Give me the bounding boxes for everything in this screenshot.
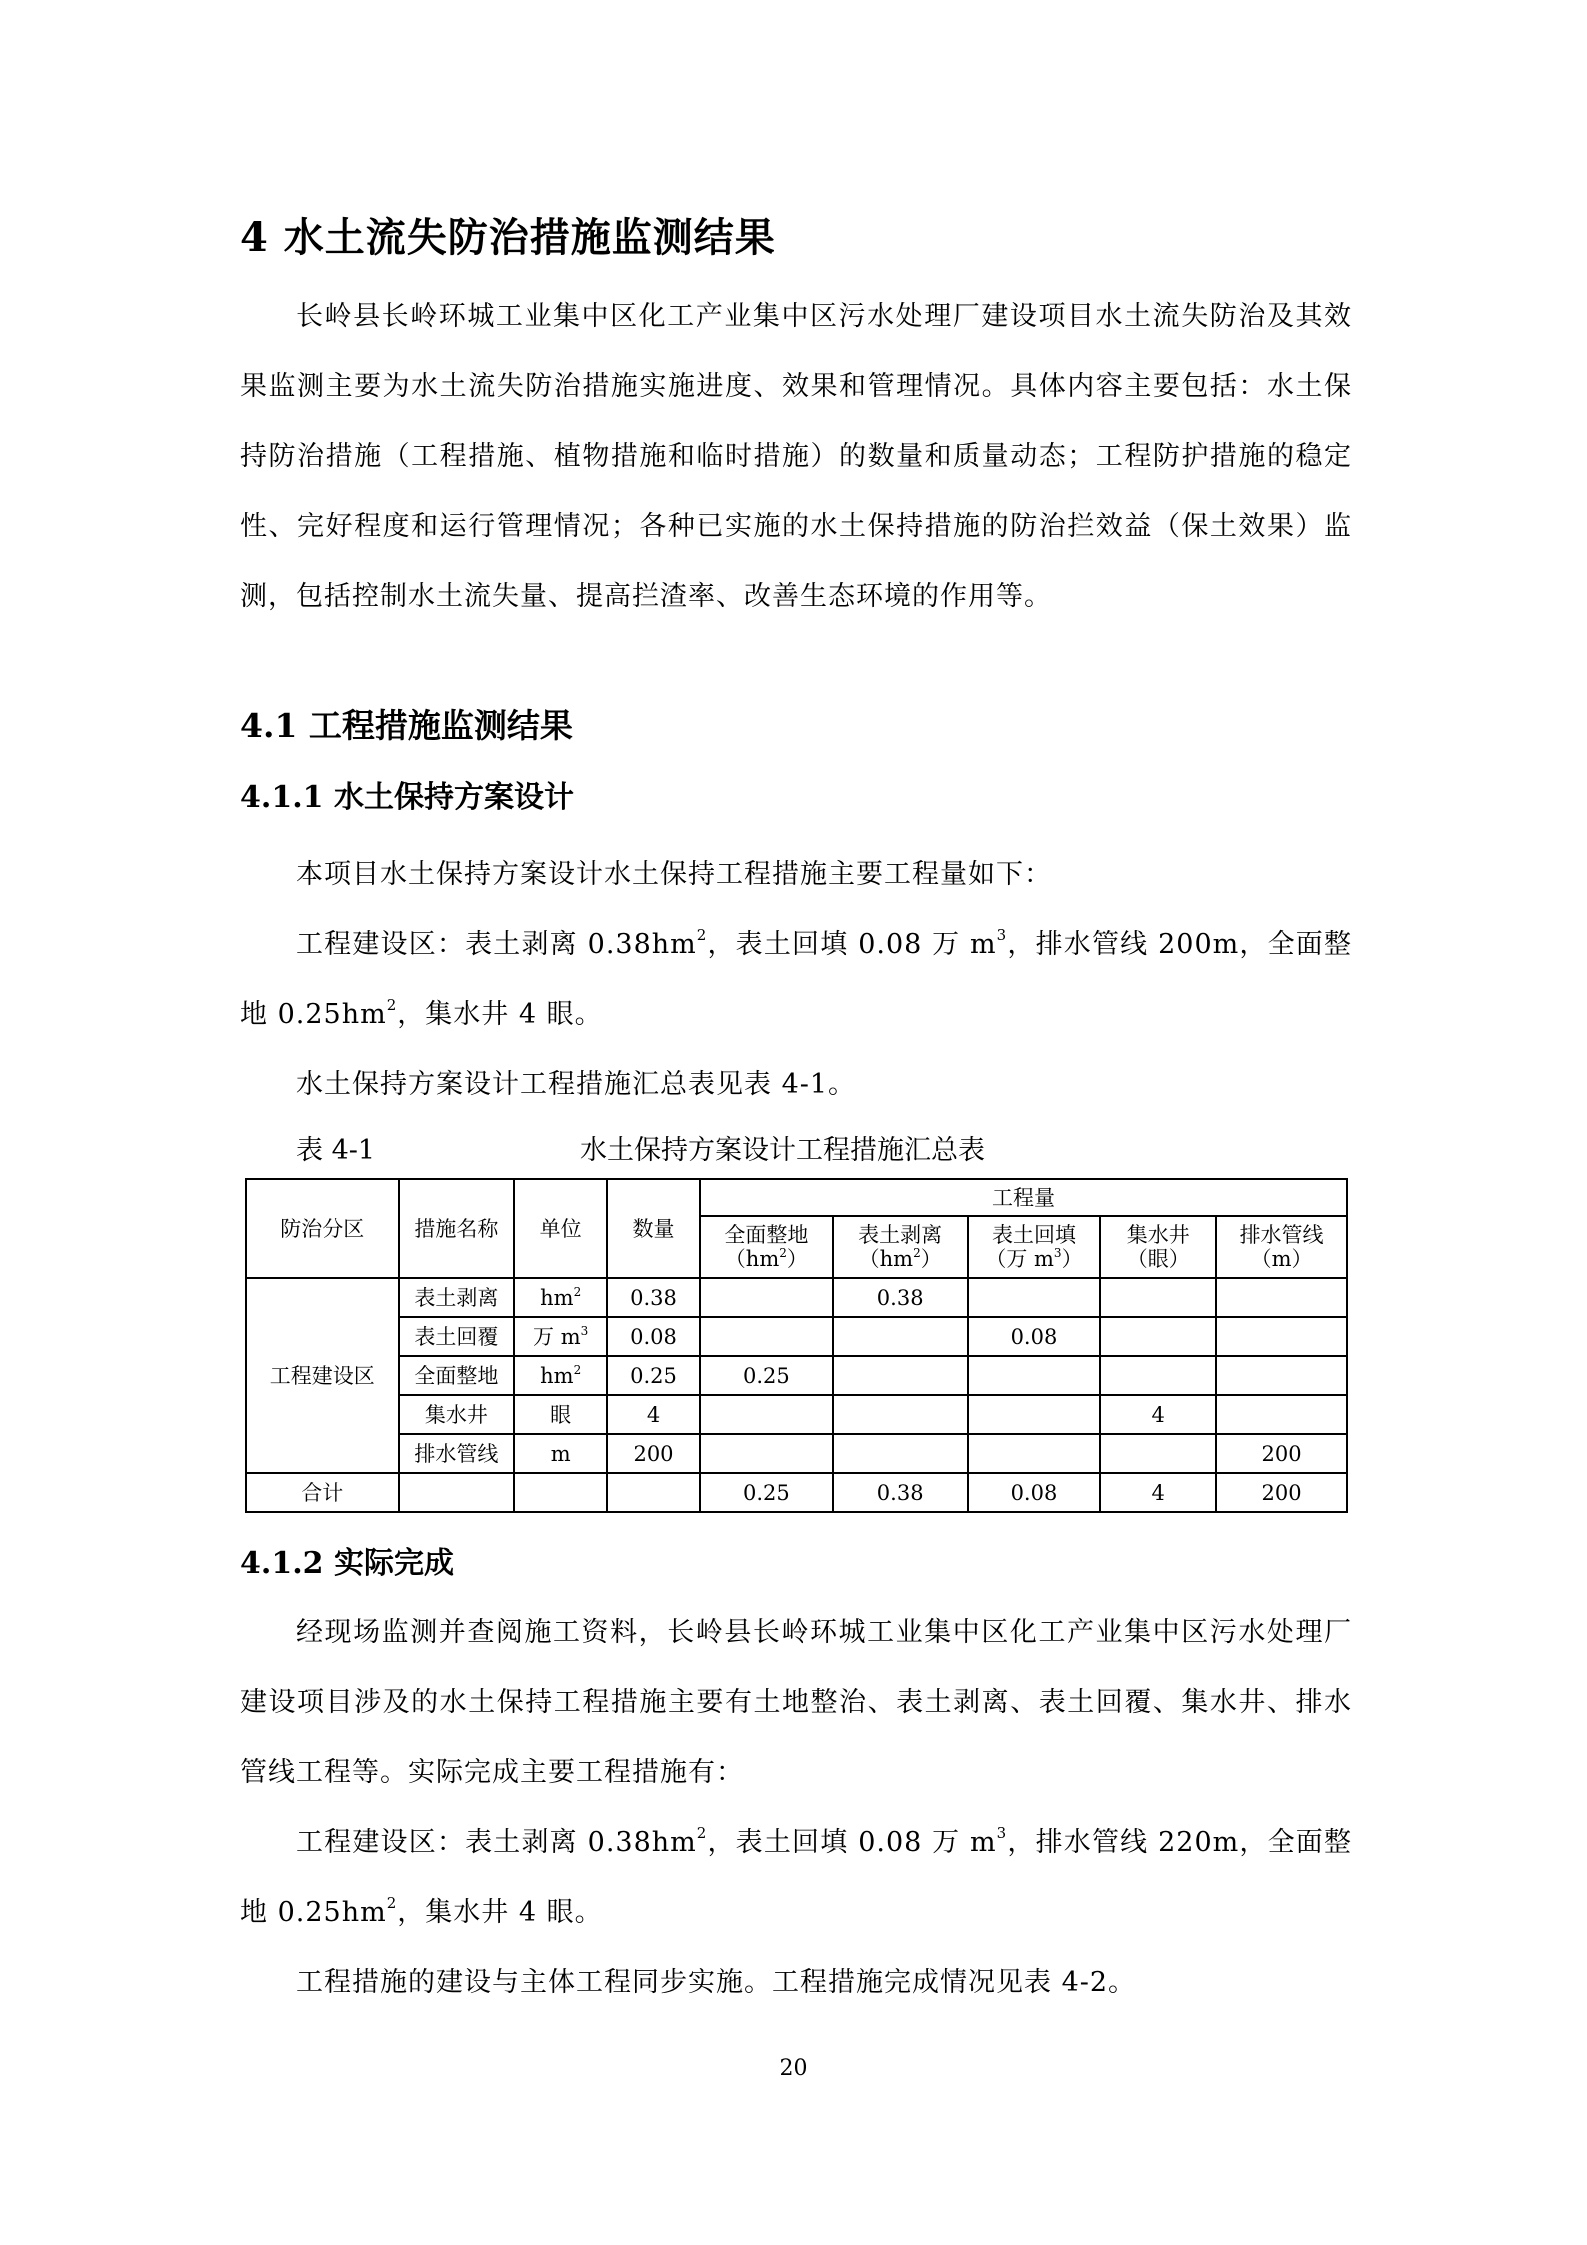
subheader-unit: $(hm^2)$ <box>724 1246 808 1271</box>
measures-summary-table <box>245 1178 1348 1513</box>
unit-cell: $hm^2$ <box>514 1278 607 1317</box>
workload-cell <box>700 1278 833 1317</box>
section-heading-4-1: 4.1 工程措施监测结果 <box>240 706 573 745</box>
superscript: 2 <box>696 1824 708 1842</box>
header-measure: 措施名称 <box>399 1179 515 1278</box>
workload-cell <box>700 1434 833 1473</box>
subheader-cell <box>833 1216 968 1278</box>
subheader-name: 全面整地 <box>724 1223 809 1247</box>
workload-cell <box>1100 1317 1216 1356</box>
measure-cell: 全面整地 <box>399 1356 515 1395</box>
actual-paragraph-1: 经现场监测并查阅施工资料，长岭县长岭环城工业集中区化工产业集中区污水处理厂建设项目涉及的水土保持工程措施主要有土地整治、表土剥离、表土回覆、集水井、排水管线工程等。实际完成主要工程措施有： <box>240 1617 1352 1788</box>
subheader-cell <box>1216 1216 1347 1278</box>
unit-cell: $hm^2$ <box>514 1356 607 1395</box>
workload-cell <box>700 1317 833 1356</box>
superscript: 2 <box>386 996 398 1014</box>
workload-cell <box>968 1356 1101 1395</box>
text-run: 工程建设区：表土剥离 0.38hm <box>296 929 697 960</box>
workload-cell: 0.38 <box>833 1278 968 1317</box>
workload-cell <box>1216 1356 1347 1395</box>
total-cell: 0.25 <box>700 1473 833 1512</box>
measure-cell: 集水井 <box>399 1395 515 1434</box>
table-header-row <box>246 1179 1347 1216</box>
table-row <box>246 1356 1347 1395</box>
total-cell: 0.08 <box>968 1473 1101 1512</box>
page-number: 20 <box>779 2056 808 2081</box>
workload-cell <box>968 1395 1101 1434</box>
workload-cell: 200 <box>1216 1434 1347 1473</box>
quantity-cell: 200 <box>607 1434 700 1473</box>
text-run: ，集水井 4 眼。 <box>397 999 603 1030</box>
superscript: 2 <box>696 926 708 944</box>
header-workload: 工程量 <box>700 1179 1347 1216</box>
text-run: ，集水井 4 眼。 <box>397 1897 603 1928</box>
measure-cell: 表土剥离 <box>399 1278 515 1317</box>
subheader-cell <box>968 1216 1101 1278</box>
workload-cell <box>968 1434 1101 1473</box>
table-caption-title: 水土保持方案设计工程措施汇总表 <box>580 1135 985 1166</box>
unit-cell: 眼 <box>514 1395 607 1434</box>
workload-cell <box>833 1395 968 1434</box>
design-paragraph-3: 水土保持方案设计工程措施汇总表见表 4-1。 <box>296 1069 857 1100</box>
workload-cell <box>833 1434 968 1473</box>
workload-cell: 0.08 <box>968 1317 1101 1356</box>
subheader-name: 表土回填 <box>991 1223 1076 1247</box>
text-run: 工程建设区：表土剥离 0.38hm <box>296 1827 697 1858</box>
subheader-unit: $(hm^2)$ <box>858 1246 942 1271</box>
empty-cell <box>607 1473 700 1512</box>
subheader-name: 排水管线 <box>1239 1223 1324 1247</box>
workload-cell <box>1100 1278 1216 1317</box>
section-heading-4-1-1: 4.1.1 水土保持方案设计 <box>240 780 574 815</box>
subheader-unit: （m） <box>1250 1247 1313 1271</box>
workload-cell <box>700 1395 833 1434</box>
workload-cell: 0.25 <box>700 1356 833 1395</box>
workload-cell <box>833 1317 968 1356</box>
workload-cell <box>1100 1434 1216 1473</box>
design-paragraph-1: 本项目水土保持方案设计水土保持工程措施主要工程量如下： <box>296 859 1052 890</box>
workload-cell <box>1216 1278 1347 1317</box>
text-run: ，排水管线 220m，全面整地 0.25hm <box>240 1827 1352 1928</box>
zone-cell: 工程建设区 <box>246 1278 399 1473</box>
actual-paragraph-2 <box>240 1808 1352 1948</box>
workload-cell <box>968 1278 1101 1317</box>
measure-cell: 表土回覆 <box>399 1317 515 1356</box>
total-cell: 200 <box>1216 1473 1347 1512</box>
text-run: ，排水管线 200m，全面整地 0.25hm <box>240 929 1352 1030</box>
total-label: 合计 <box>246 1473 399 1512</box>
subheader-cell <box>1100 1216 1216 1278</box>
subheader-name: 表土剥离 <box>858 1223 943 1247</box>
table-row <box>246 1395 1347 1434</box>
subheader-unit: （万 $m^3$） <box>985 1246 1083 1271</box>
text-run: ，表土回填 0.08 万 m <box>707 929 997 960</box>
quantity-cell: 4 <box>607 1395 700 1434</box>
header-quantity: 数量 <box>607 1179 700 1278</box>
table-row <box>246 1317 1347 1356</box>
subheader-unit: （眼） <box>1126 1247 1190 1271</box>
empty-cell <box>399 1473 515 1512</box>
subheader-cell <box>700 1216 833 1278</box>
total-cell: 4 <box>1100 1473 1216 1512</box>
workload-cell <box>833 1356 968 1395</box>
workload-cell <box>1216 1317 1347 1356</box>
table-row <box>246 1434 1347 1473</box>
table-caption-number: 表 4-1 <box>296 1135 376 1166</box>
superscript: 3 <box>996 926 1008 944</box>
unit-cell: 万 $m^3$ <box>514 1317 607 1356</box>
header-unit: 单位 <box>514 1179 607 1278</box>
section-heading-4-1-2: 4.1.2 实际完成 <box>240 1546 454 1581</box>
quantity-cell: 0.38 <box>607 1278 700 1317</box>
measure-cell: 排水管线 <box>399 1434 515 1473</box>
quantity-cell: 0.25 <box>607 1356 700 1395</box>
header-zone: 防治分区 <box>246 1179 399 1278</box>
workload-cell: 4 <box>1100 1395 1216 1434</box>
workload-cell <box>1100 1356 1216 1395</box>
superscript: 3 <box>996 1824 1008 1842</box>
quantity-cell: 0.08 <box>607 1317 700 1356</box>
actual-paragraph-3: 工程措施的建设与主体工程同步实施。工程措施完成情况见表 4-2。 <box>296 1967 1137 1998</box>
empty-cell <box>514 1473 607 1512</box>
table-total-row <box>246 1473 1347 1512</box>
subheader-name: 集水井 <box>1126 1223 1190 1247</box>
chapter-heading: 4 水土流失防治措施监测结果 <box>240 214 776 261</box>
table-row <box>246 1278 1347 1317</box>
unit-cell: m <box>514 1434 607 1473</box>
workload-cell <box>1216 1395 1347 1434</box>
total-cell: 0.38 <box>833 1473 968 1512</box>
design-paragraph-2 <box>240 910 1352 1050</box>
superscript: 2 <box>386 1894 398 1912</box>
text-run: ，表土回填 0.08 万 m <box>707 1827 997 1858</box>
intro-paragraph: 长岭县长岭环城工业集中区化工产业集中区污水处理厂建设项目水土流失防治及其效果监测主要为水土流失防治措施实施进度、效果和管理情况。具体内容主要包括：水土保持防治措施（工程措施、植物措施和临时措施）的数量和质量动态；工程防护措施的稳定性、完好程度和运行管理情况；各种已实施的水土保持措施的防治拦效益（保土效果）监测，包括控制水土流失量、提高拦渣率、改善生态环境的作用等。 <box>240 301 1352 612</box>
